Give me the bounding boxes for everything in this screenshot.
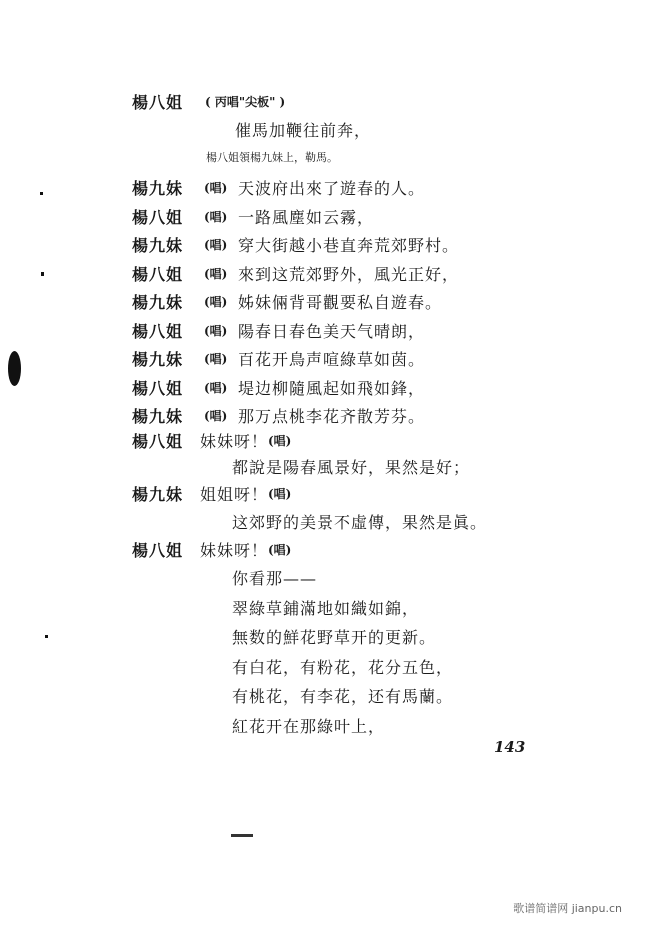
- line-speaker: 楊九妹: [132, 179, 184, 198]
- dialogue-2-cont: 这郊野的美景不虛傳，果然是眞。: [232, 513, 488, 532]
- line-tag: (唱): [204, 295, 228, 309]
- verse-line: 有桃花，有李花，还有馬蘭。: [232, 687, 454, 706]
- line-tag: (唱): [204, 409, 228, 423]
- verse-line: 紅花开在那綠叶上，: [232, 716, 386, 736]
- watermark: 歌谱简谱网 jianpu.cn: [513, 902, 622, 915]
- stage-direction: 楊八姐領楊九妹上，勒馬。: [206, 151, 338, 164]
- line-speaker: 楊八姐: [132, 321, 184, 341]
- dialogue-1-speaker: 楊八姐: [132, 432, 184, 451]
- line-text: 那万点桃李花齐散芳芬。: [238, 407, 426, 426]
- line-text: 姊妹倆背哥觀要私自遊春。: [238, 293, 443, 312]
- line-text: 陽春日春色美天气晴朗，: [238, 321, 426, 341]
- line-tag: (唱): [204, 181, 228, 195]
- line-speaker: 楊八姐: [132, 378, 184, 398]
- dialogue-2-tag: (唱): [268, 487, 292, 501]
- header-speaker: 楊八姐: [132, 93, 184, 112]
- line-tag: (唱): [204, 323, 228, 338]
- dialogue-3-speaker: 楊八姐: [132, 541, 184, 560]
- verse-line: 翠綠草鋪滿地如織如錦，: [232, 598, 420, 618]
- line-tag: (唱): [204, 352, 228, 366]
- opening-line: 催馬加鞭往前奔，: [235, 121, 372, 140]
- line-speaker: 楊九妹: [132, 293, 184, 312]
- dialogue-1-tag: (唱): [268, 434, 292, 448]
- binding-hole-mark: [8, 351, 21, 386]
- line-text: 來到这荒郊野外，風光正好，: [238, 264, 460, 284]
- line-tag: (唱): [204, 266, 228, 281]
- line-speaker: 楊九妹: [132, 236, 184, 255]
- dialogue-1-cont: 都說是陽春風景好，果然是好；: [232, 458, 471, 477]
- scan-dash: [231, 834, 253, 837]
- line-speaker: 楊八姐: [132, 207, 184, 227]
- scan-speck: [45, 635, 48, 638]
- line-speaker: 楊八姐: [132, 264, 184, 284]
- verse-line: 無数的鮮花野草开的更新。: [232, 628, 437, 647]
- dialogue-3-text: 妹妹呀！: [200, 541, 269, 560]
- line-text: 堤边柳隨風起如飛如鋒，: [238, 378, 426, 398]
- header-cue: ( 丙唱"尖板" ): [205, 95, 286, 109]
- verse-line: 你看那——: [232, 569, 318, 588]
- line-speaker: 楊九妹: [132, 407, 184, 426]
- line-tag: (唱): [204, 209, 228, 224]
- scan-speck: [40, 192, 43, 195]
- verse-line: 有白花，有粉花，花分五色，: [232, 657, 454, 677]
- line-text: 百花开鳥声喧綠草如茵。: [238, 350, 426, 369]
- dialogue-3-tag: (唱): [268, 543, 292, 557]
- line-text: 一路風塵如云霧，: [238, 207, 375, 227]
- line-tag: (唱): [204, 380, 228, 395]
- dialogue-1-text: 妹妹呀！: [200, 432, 269, 451]
- dialogue-2-speaker: 楊九妹: [132, 485, 184, 504]
- page-number: 143: [494, 738, 526, 756]
- dialogue-2-text: 姐姐呀！: [200, 485, 269, 504]
- line-text: 穿大街越小巷直奔荒郊野村。: [238, 236, 460, 255]
- line-tag: (唱): [204, 238, 228, 252]
- scan-speck: [41, 272, 44, 276]
- line-speaker: 楊九妹: [132, 350, 184, 369]
- line-text: 天波府出來了遊春的人。: [238, 179, 426, 198]
